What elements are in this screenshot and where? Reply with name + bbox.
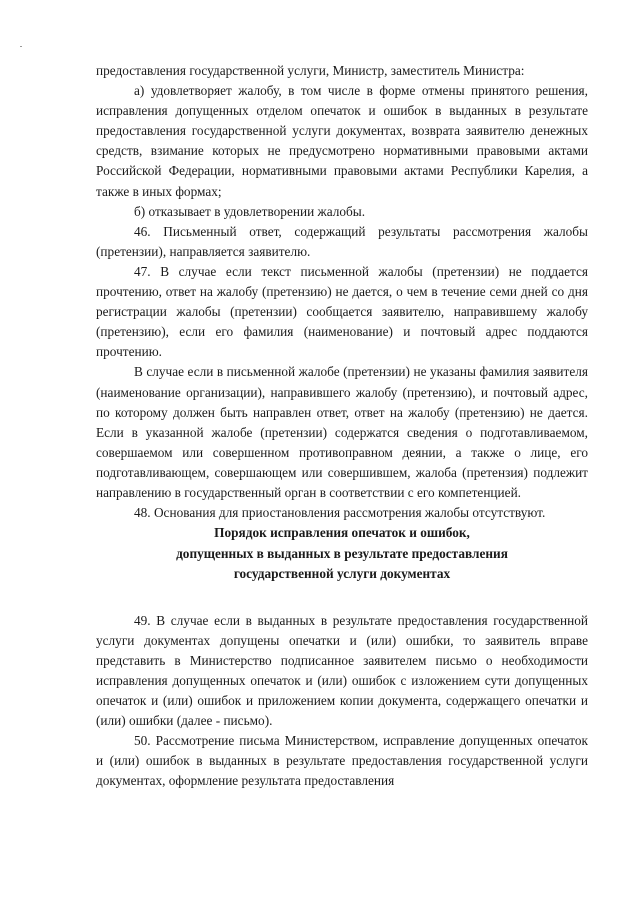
paragraph-48: 48. Основания для приостановления рассмотрения жалобы отсутствуют. [134, 505, 546, 521]
section-heading-line-1: Порядок исправления опечаток и ошибок, [214, 525, 470, 541]
scan-speck [20, 46, 22, 47]
paragraph-47-continued: В случае если в письменной жалобе (претензии) не указаны фамилия заявителя (наименование организации), направившего жалобу (претензию), и почтовый адрес, по которому должен быть направлен ответ, ответ на жалобу (претензию) не дается. Если в указанной жалобе (претензии) содержатся сведения о подготавливаемом, совершаемом или совершенном противоправном деянии, а также о лице, его подготавливающем, совершающем или совершившем, жалоба (претензия) подлежит направлению в государственный орган в соответствии с его компетенцией. [96, 364, 588, 500]
paragraph-46: 46. Письменный ответ, содержащий результаты рассмотрения жалобы (претензии), направляется заявителю. [96, 223, 588, 259]
paragraph-50: 50. Рассмотрение письма Министерством, исправление допущенных опечаток и (или) ошибок в выданных в результате предоставления государственной услуги документах, оформление результата предоставления [96, 733, 588, 789]
section-heading-line-2: допущенных в выданных в результате предоставления [176, 545, 508, 561]
paragraph-continuation: предоставления государственной услуги, Министр, заместитель Министра: [96, 63, 525, 78]
document-body [96, 61, 588, 792]
section-heading-line-3: государственной услуги документах [233, 566, 451, 582]
paragraph-item-b: б) отказывает в удовлетворении жалобы. [134, 203, 366, 219]
section-heading [96, 523, 588, 585]
paragraph-49: 49. В случае если в выданных в результате предоставления государственной услуги документах допущены опечатки и (или) ошибки, то заявитель вправе представить в Министерство подписанное заявителем письмо о необходимости исправления допущенных опечаток и (или) ошибок с изложением сути допущенных опечаток и (или) ошибок и приложением копии документа, содержащего опечатки и (или) ошибки (далее - письмо). [96, 612, 588, 729]
paragraph-47: 47. В случае если текст письменной жалобы (претензии) не поддается прочтению, ответ на жалобу (претензию) не дается, о чем в течение семи дней со дня регистрации жалобы (претензии) сообщается заявителю, направившему жалобу (претензию), если его фамилия (наименование) и почтовый адрес поддаются прочтению. [96, 263, 588, 360]
paragraph-item-a: а) удовлетворяет жалобу, в том числе в форме отмены принятого решения, исправления допущенных отделом опечаток и ошибок в выданных в результате предоставления государственной услуги документах, возврата заявителю денежных средств, взимание которых не предусмотрено нормативными правовыми актами Российской Федерации, нормативными правовыми актами Республики Карелия, а также в иных формах; [96, 83, 588, 199]
